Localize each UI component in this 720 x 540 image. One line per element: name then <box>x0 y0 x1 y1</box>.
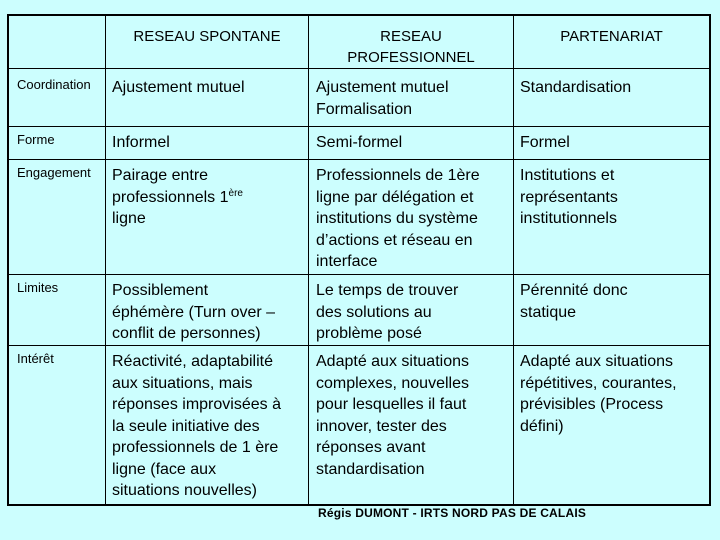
forme-professionnel: Semi-formel <box>316 134 403 151</box>
interet-partenariat: Adapté aux situations répétitives, courantes, prévisibles (Process défini) <box>520 353 677 435</box>
row-label-interet: Intérêt <box>17 351 54 366</box>
row-divider <box>9 68 709 69</box>
coordination-partenariat: Standardisation <box>520 79 632 96</box>
forme-spontane: Informel <box>112 134 170 151</box>
engagement-spontane: Pairage entre professionnels 1ère ligne <box>112 167 243 227</box>
row-divider <box>9 345 709 346</box>
limites-partenariat: Pérennité donc statique <box>520 282 628 321</box>
row-divider <box>9 274 709 275</box>
coordination-spontane: Ajustement mutuel <box>112 79 245 96</box>
forme-partenariat: Formel <box>520 134 570 151</box>
interet-spontane: Réactivité, adaptabilité aux situations, mais réponses improvisées à la seule initiative des professionnels de 1 ère ligne (face aux situations nouvelles) <box>112 353 281 499</box>
footer-credit: Régis DUMONT - IRTS NORD PAS DE CALAIS <box>318 506 587 520</box>
row-label-engagement: Engagement <box>17 165 91 180</box>
header-reseau-professionnel: RESEAU PROFESSIONNEL <box>347 28 475 66</box>
column-divider <box>513 16 514 504</box>
engagement-partenariat: Institutions et représentants institutionnels <box>520 167 618 227</box>
row-label-coordination: Coordination <box>17 77 91 92</box>
header-reseau-spontane: RESEAU SPONTANE <box>133 28 281 45</box>
limites-professionnel: Le temps de trouver des solutions au problème posé <box>316 282 459 342</box>
coordination-professionnel: Ajustement mutuel Formalisation <box>316 79 449 118</box>
limites-spontane: Possiblement éphémère (Turn over – conflit de personnes) <box>112 282 276 342</box>
column-divider <box>308 16 309 504</box>
interet-professionnel: Adapté aux situations complexes, nouvelles pour lesquelles il faut innover, tester des réponses avant standardisation <box>316 353 469 478</box>
engagement-professionnel: Professionnels de 1ère ligne par délégation et institutions du système d’actions et réseau en interface <box>316 167 480 270</box>
comparison-table <box>7 14 711 506</box>
header-partenariat: PARTENARIAT <box>560 28 663 45</box>
row-label-limites: Limites <box>17 280 59 295</box>
row-label-forme: Forme <box>17 132 55 147</box>
row-divider <box>9 126 709 127</box>
row-divider <box>9 159 709 160</box>
column-divider <box>105 16 106 504</box>
